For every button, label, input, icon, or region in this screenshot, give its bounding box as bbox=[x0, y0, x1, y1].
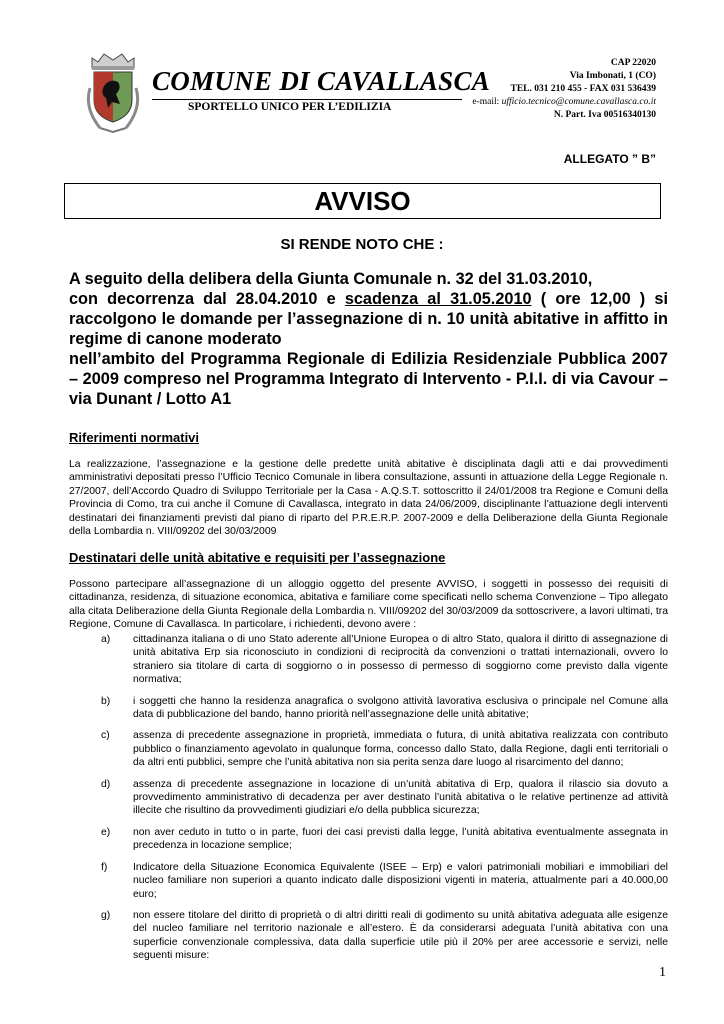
list-item-text: cittadinanza italiana o di uno Stato aderente all’Unione Europea o di altro Stato, qualora il diritto di assegnazione di unità abitativa Erp sia riconosciuto in condizioni di reciprocità da convenzioni o trattati internazionali, ovvero lo straniero sia titolare di carta di soggiorno o in possesso di permesso di soggiorno come previsto dalla vigente normativa; bbox=[133, 634, 668, 686]
list-item-text: i soggetti che hanno la residenza anagrafica o svolgono attività lavorativa esclusiva o principale nel Comune alla data di pubblicazione del bando, hanno priorità nell’assegnazione delle unità abitative; bbox=[133, 695, 668, 721]
list-item-label: b) bbox=[101, 695, 111, 707]
page-number: 1 bbox=[659, 965, 666, 980]
contact-email[interactable]: ufficio.tecnico@comune.cavallasca.co.it bbox=[501, 97, 656, 107]
list-item-text: Indicatore della Situazione Economica Equivalente (ISEE – Erp) e valori patrimoniali mobiliari e immobiliari del nucleo familiare non superiori a quanto indicato dalle disposizioni vigenti in materia, attualmente pari a 40.000,00 euro; bbox=[133, 861, 668, 900]
contact-email-label: e-mail: bbox=[472, 97, 500, 107]
municipal-crest bbox=[82, 48, 144, 134]
lead-paragraph-3: nell’ambito del Programma Regionale di Edilizia Residenziale Pubblica 2007 – 2009 compreso nel Programma Integrato di Intervento - P.I.I. di via Cavour – via Dunant / Lotto A1 bbox=[69, 350, 668, 408]
list-item bbox=[69, 633, 668, 687]
notice-heading: SI RENDE NOTO CHE : bbox=[280, 236, 444, 253]
header-rule bbox=[152, 99, 462, 100]
attachment-label: ALLEGATO ” B” bbox=[563, 152, 656, 166]
contact-email-line bbox=[472, 96, 656, 109]
contact-vat: N. Part. Iva 00516340130 bbox=[553, 110, 656, 120]
office-name: SPORTELLO UNICO PER L’EDILIZIA bbox=[188, 101, 392, 113]
contact-cap: CAP 22020 bbox=[610, 58, 656, 68]
list-item bbox=[69, 909, 668, 963]
contact-phone: TEL. 031 210 455 - FAX 031 536439 bbox=[510, 84, 656, 94]
lead-announcement bbox=[69, 269, 668, 409]
list-item bbox=[69, 778, 668, 818]
list-item-text: assenza di precedente assegnazione in locazione di un’unità abitativa di Erp, qualora il rilascio sia dovuto a provvedimento amministrativo di decadenza per aver destinato l’unità abitativa o le relative pertinenze ad attività illecite che risultino da provvedimenti giudiziari e/o della pubblica sicurezza; bbox=[133, 778, 668, 817]
list-item-label: g) bbox=[101, 909, 111, 921]
contact-block bbox=[472, 57, 656, 122]
requirements-list bbox=[69, 633, 668, 971]
lead-p2-after: ( ore 12,00 ) si raccolgono le domande per l’assegnazione di n. 10 unità abitative in affitto in regime di canone moderato bbox=[69, 290, 668, 348]
section-heading-riferimenti: Riferimenti normativi bbox=[69, 430, 200, 445]
list-item-text: non aver ceduto in tutto o in parte, fuori dei casi previsti dalla legge, l’unità abitativa eventualmente assegnata in precedenza in locazione semplice; bbox=[133, 826, 668, 852]
municipality-name: COMUNE DI CAVALLASCA bbox=[152, 66, 491, 96]
list-item-text: non essere titolare del diritto di proprietà o di altri diritti reali di godimento su unità abitativa adeguata alle esigenze del nucleo familiare nel territorio nazionale e all’estero. È da considerarsi adeguata l’unità abitativa con una superficie convenzionale complessiva, data dalla superficie utile più il 20% per aree accessorie e servizi, nelle seguenti misure: bbox=[133, 909, 668, 962]
list-item bbox=[69, 729, 668, 769]
lead-deadline: scadenza al 31.05.2010 bbox=[344, 290, 532, 308]
list-item bbox=[69, 861, 668, 901]
section-heading-destinatari: Destinatari delle unità abitative e requisiti per l’assegnazione bbox=[69, 550, 446, 565]
lead-paragraph-2 bbox=[69, 289, 668, 349]
destinatari-text: Possono partecipare all’assegnazione di un alloggio oggetto del presente AVVISO, i soggetti in possesso dei requisiti di cittadinanza, residenza, di situazione economica, abitativa e familiare come specificati nello schema Convenzione – Tipo allegato alla citata Deliberazione della Giunta Regionale della Lombardia n. VIII/09202 del 30/03/2009 da sottoscrivere, a lavori ultimati, tra Regione, Comune di Cavallasca. In particolare, i richiedenti, devono avere : bbox=[69, 579, 668, 631]
list-item bbox=[69, 695, 668, 722]
list-item-text: assenza di precedente assegnazione in proprietà, immediata o futura, di unità abitativa realizzata con contributo pubblico o finanziamento agevolato in qualunque forma, concesso dallo Stato, dalla Regione, dagli enti territoriali o da altri enti pubblici, sempre che l’unità abitativa non sia perita senza dare luogo al risarcimento del danno; bbox=[133, 730, 668, 769]
page-title: AVVISO bbox=[314, 186, 411, 216]
contact-address: Via Imbonati, 1 (CO) bbox=[569, 71, 656, 81]
list-item bbox=[69, 826, 668, 853]
lead-p2-before: con decorrenza dal 28.04.2010 e bbox=[69, 290, 345, 308]
list-item-label: c) bbox=[101, 730, 110, 742]
list-item-label: d) bbox=[101, 778, 111, 790]
list-item-label: a) bbox=[101, 634, 111, 645]
lead-paragraph-1: A seguito della delibera della Giunta Comunale n. 32 del 31.03.2010, bbox=[69, 270, 593, 288]
list-item-label: e) bbox=[101, 826, 111, 838]
title-box bbox=[64, 183, 661, 219]
list-item-label: f) bbox=[101, 861, 108, 873]
riferimenti-text: La realizzazione, l’assegnazione e la gestione delle predette unità abitative è disciplinata dagli atti e dai provvedimenti amministrativi depositati presso l’Ufficio Tecnico Comunale in libera consultazione, assunti in attuazione della Legge Regionale n. 27/2007, dell’Accordo Quadro di Sviluppo Territoriale per la Casa - A.Q.S.T. sottoscritto il 24/01/2008 tra Regione e Comuni della Provincia di Como, tra cui anche il Comune di Cavallasca, integrato in data 24/06/2009, disciplinante l’attuazione degli interventi destinatari dei finanziamenti previsti dal piano di riparto del P.R.E.R.P. 2007-2009 e della Deliberazione della Giunta Regionale della Lombardia n. VIII/09202 del 30/03/2009 bbox=[69, 459, 668, 538]
